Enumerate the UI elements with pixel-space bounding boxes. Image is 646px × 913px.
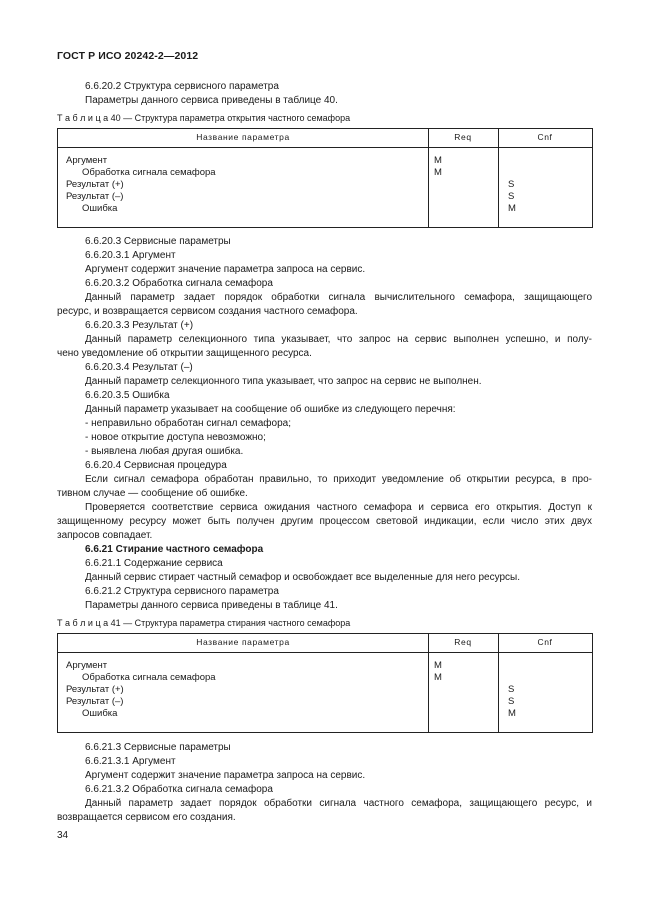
section-heading: 6.6.21.3.2 Обработка сигнала семафора (85, 784, 273, 795)
document-header: ГОСТ Р ИСО 20242-2—2012 (57, 50, 199, 62)
table-cell-name: Результат (+) (66, 684, 124, 695)
paragraph-line: чено уведомление об открытии защищенного ресурса. (57, 348, 312, 359)
table-cell-name: Аргумент (66, 660, 108, 671)
table-caption: Т а б л и ц а 41 — Структура параметра стирания частного семафора (57, 618, 351, 628)
section-heading: 6.6.21.1 Содержание сервиса (85, 558, 223, 569)
table-cell-cnf: S (508, 191, 515, 202)
paragraph-line: Если сигнал семафора обработан правильно, то приходит уведомление об открытии ресурса, в про- (85, 474, 592, 485)
list-item: - новое открытие доступа невозможно; (85, 432, 266, 443)
table-cell-name: Результат (–) (66, 191, 124, 202)
column-header-cnf: Cnf (537, 637, 553, 647)
section-heading-bold: 6.6.21 Стирание частного семафора (85, 544, 264, 555)
column-divider (498, 634, 499, 732)
paragraph-line: Параметры данного сервиса приведены в таблице 40. (85, 95, 338, 106)
column-header-name: Название параметра (196, 132, 290, 142)
table-cell-name: Обработка сигнала семафора (82, 167, 216, 178)
table-41 (57, 633, 593, 733)
column-divider (498, 129, 499, 227)
table-cell-req: M (434, 672, 442, 683)
section-heading: 6.6.20.3.4 Результат (–) (85, 362, 193, 373)
table-cell-cnf: M (508, 708, 516, 719)
table-cell-cnf: M (508, 203, 516, 214)
column-divider (428, 129, 429, 227)
section-heading: 6.6.20.3.1 Аргумент (85, 250, 176, 261)
paragraph-line: Данный параметр селекционного типа указывает, что запрос на сервис выполнен успешно, и полу- (85, 334, 592, 345)
table-cell-name: Обработка сигнала семафора (82, 672, 216, 683)
paragraph-line: запросов совпадает. (57, 530, 153, 541)
table-cell-name: Ошибка (82, 203, 118, 214)
paragraph-line: Данный параметр задает порядок обработки сигнала частного семафора, защищающего ресурс, и (85, 798, 592, 809)
paragraph-line: ресурс, и возвращается сервисом создания частного семафора. (57, 306, 358, 317)
column-header-req: Req (454, 132, 472, 142)
section-heading: 6.6.21.2 Структура сервисного параметра (85, 586, 279, 597)
column-header-req: Req (454, 637, 472, 647)
table-cell-req: M (434, 167, 442, 178)
page-number: 34 (57, 830, 69, 841)
column-header-name: Название параметра (196, 637, 290, 647)
section-heading: 6.6.20.3.3 Результат (+) (85, 320, 194, 331)
table-cell-req: M (434, 660, 442, 671)
section-heading: 6.6.20.3 Сервисные параметры (85, 236, 231, 247)
paragraph-line: Проверяется соответствие сервиса ожидания частного семафора и сервиса его открытия. Доступ к (85, 502, 592, 513)
paragraph-line: Данный параметр задает порядок обработки сигнала вычислительного семафора, защищающего (85, 292, 592, 303)
paragraph-line: Данный параметр указывает на сообщение об ошибке из следующего перечня: (85, 404, 456, 415)
paragraph-line: Параметры данного сервиса приведены в таблице 41. (85, 600, 338, 611)
column-header-cnf: Cnf (537, 132, 553, 142)
table-cell-name: Результат (–) (66, 696, 124, 707)
paragraph-line: Данный сервис стирает частный семафор и освобождает все выделенные для него ресурсы. (85, 572, 521, 583)
section-heading: 6.6.21.3 Сервисные параметры (85, 742, 231, 753)
section-heading: 6.6.21.3.1 Аргумент (85, 756, 176, 767)
column-divider (428, 634, 429, 732)
section-heading: 6.6.20.4 Сервисная процедура (85, 460, 227, 471)
paragraph-line: Аргумент содержит значение параметра запроса на сервис. (85, 264, 366, 275)
table-caption: Т а б л и ц а 40 — Структура параметра открытия частного семафора (57, 113, 351, 123)
table-40 (57, 128, 593, 228)
table-cell-cnf: S (508, 684, 515, 695)
paragraph-line: защищенному ресурсу может быть получен другим процессом световой индикации, если число этих двух (57, 516, 592, 527)
table-cell-name: Аргумент (66, 155, 108, 166)
paragraph-line: Данный параметр селекционного типа указывает, что запрос на сервис не выполнен. (85, 376, 482, 387)
table-cell-req: M (434, 155, 442, 166)
table-cell-cnf: S (508, 179, 515, 190)
table-cell-name: Результат (+) (66, 179, 124, 190)
list-item: - выявлена любая другая ошибка. (85, 446, 244, 457)
table-cell-cnf: S (508, 696, 515, 707)
paragraph-line: тивном случае — сообщение об ошибке. (57, 488, 248, 499)
table-cell-name: Ошибка (82, 708, 118, 719)
section-heading: 6.6.20.3.2 Обработка сигнала семафора (85, 278, 273, 289)
paragraph-line: Аргумент содержит значение параметра запроса на сервис. (85, 770, 366, 781)
paragraph-line: возвращается сервисом его создания. (57, 812, 236, 823)
section-heading: 6.6.20.3.5 Ошибка (85, 390, 170, 401)
list-item: - неправильно обработан сигнал семафора; (85, 418, 291, 429)
section-heading: 6.6.20.2 Структура сервисного параметра (85, 81, 279, 92)
